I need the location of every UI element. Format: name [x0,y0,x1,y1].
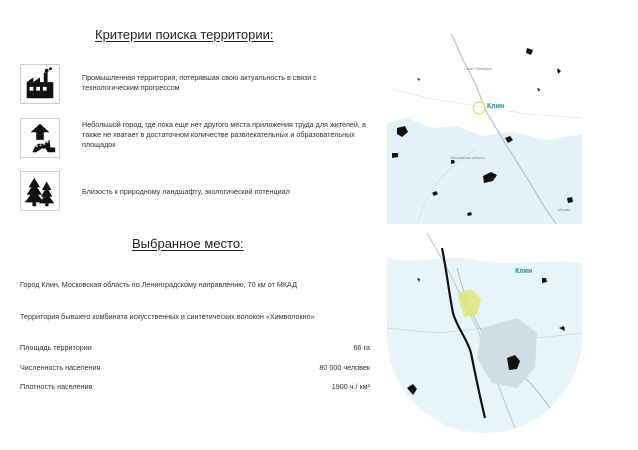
criteria-title: Критерии поиска территории: [95,27,274,42]
stat-row-population [20,363,370,373]
pine-trees-icon [20,171,60,211]
moscow-label: Москва [558,208,571,212]
location-text: Город Клин, Московская область по Ленинградскому направлению, 70 км от МКАД [20,280,297,289]
criterion-text-2: Небольшой город, где пока еще нет другого места приложения труда для жителей, а также не хватает в достаточном количестве развлекательных и образовательных площадок [82,120,366,149]
stat-value: 80 000 человек [319,363,370,372]
location-maps [387,28,582,433]
city-map-label: Клин [515,268,533,275]
stat-value: 1900 ч./ км² [331,382,370,391]
selected-title: Выбранное место: [132,236,244,251]
stat-label: Площадь территории [20,343,92,352]
region-map-label: Клин [487,103,505,110]
territory-text: Территория бывшего комбината искусственных и синтетических волокон «Химволокно» [20,312,315,321]
stat-label: Численность населения [20,363,101,372]
road-label: Санкт-Петербург [464,67,493,71]
stat-value: 66 га [353,343,370,352]
maps-graphic [387,28,582,433]
criterion-text-1: Промышленная территория, потерявшая свою актуальность в связи с технологическим прогрессом [82,73,317,92]
criterion-text-3: Близость к природному ландшафту, экологический потенциал [82,187,290,196]
factory-icon [20,64,60,104]
road-up-arrow-icon [20,118,60,158]
stat-row-area [20,343,370,353]
oblast-label: Московская область [451,156,486,160]
stat-label: Плотность населения [20,382,93,391]
stat-row-density [20,382,370,392]
